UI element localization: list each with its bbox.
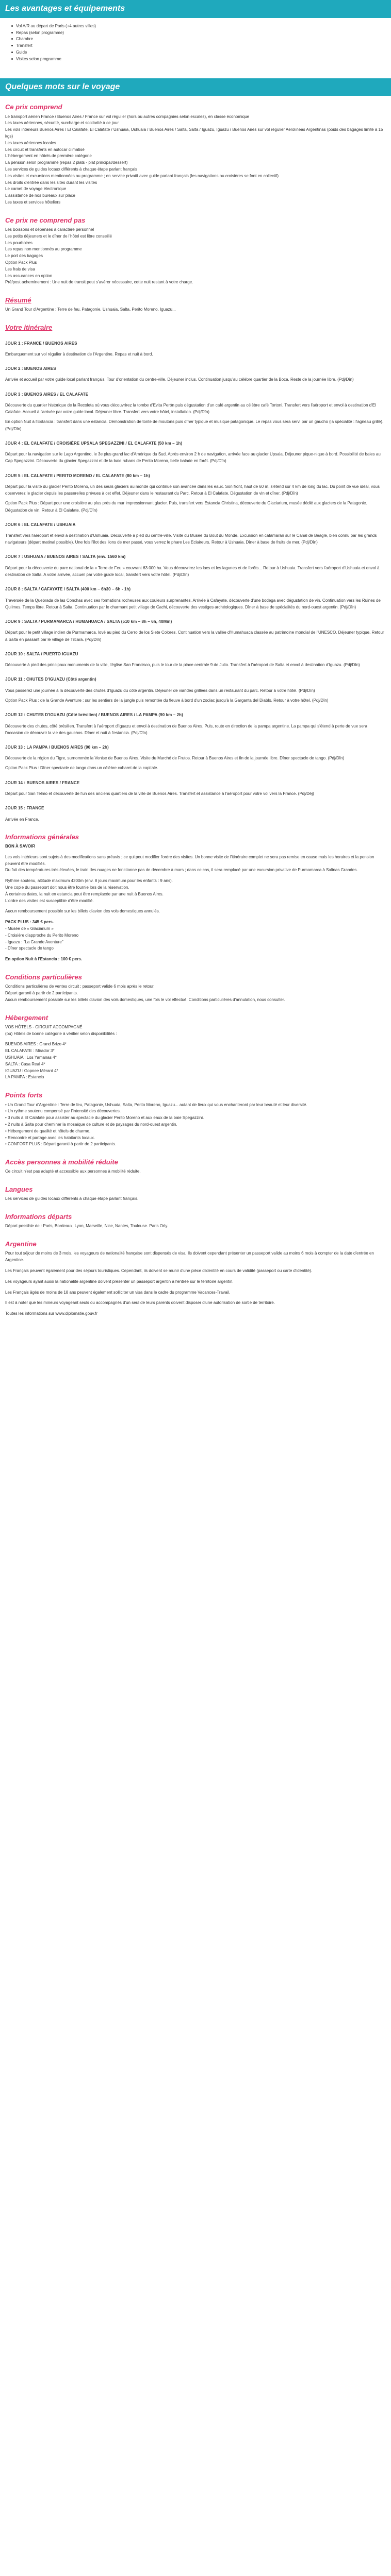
hotel-line: USHUAIA : Los Yamanas 4* bbox=[5, 1055, 57, 1060]
useful-info-line: BON À SAVOIR bbox=[5, 844, 36, 849]
useful-info-line: Du fait des températures très élevées, le train des nuages ne fonctionne pas de décembre à mars ; dans ce cas, il sera remplacé par une excursion privative de Purmamarca à Salinas Grandes. bbox=[5, 868, 358, 873]
itinerary-day bbox=[5, 522, 386, 546]
formalities-line: Il est à noter que les mineurs voyageant seuls ou accompagnés d'un seul de leurs parents doivent disposer d'une autorisation de sortie de territoire. bbox=[5, 1300, 275, 1306]
day-title: JOUR 6 : EL CALAFATE / USHUAIA bbox=[5, 522, 76, 527]
pack-plus-item: - Iguazu : "La Grande Aventure" bbox=[5, 939, 63, 944]
formalities-line: Les Français âgés de moins de 18 ans peuvent également solliciter un visa dans le cadre du programme Vacances-Travail. bbox=[5, 1290, 231, 1295]
price-includes-line: Le carnet de voyage électronique bbox=[5, 187, 67, 192]
conditions-title: Conditions particulières bbox=[5, 973, 82, 981]
included-item: Transfert bbox=[11, 43, 386, 49]
trip-header: Quelques mots sur le voyage bbox=[0, 78, 391, 96]
accommodation-list bbox=[5, 1024, 386, 1081]
departures-title: Informations départs bbox=[5, 1213, 72, 1221]
day-text: Départ pour le petit village indien de Purmamarca, lové au pied du Cerro de los Siete Colores. Continuation vers la vallée d'Humahuaca classée au patrimoine mondial de l'UNESCO. Déjeuner typique. Retour à Salta en passant par le village de Tilcara. (Pdj/Dîn) bbox=[5, 630, 384, 642]
useful-info-line: À certaines dates, la nuit en estancia peut être remplacée par une nuit à Buenos Aires. bbox=[5, 891, 164, 896]
included-item: Chambre bbox=[11, 36, 386, 43]
conditions-line: Aucun remboursement possible sur les billets d'avion des vols domestiques, une fois le vol effectué. Conditions particulières d'annulation, nous consulter. bbox=[5, 997, 285, 1002]
accommodation-title: Hébergement bbox=[5, 1013, 48, 1022]
hotel-line: EL CALAFATE : Mirador 3* bbox=[5, 1048, 55, 1054]
languages-title: Langues bbox=[5, 1185, 33, 1194]
day-title: JOUR 2 : BUENOS AIRES bbox=[5, 366, 56, 371]
day-text: Arrivée en France. bbox=[5, 817, 39, 822]
price-includes-line: L'assistance de nos bureaux sur place bbox=[5, 193, 75, 198]
day-text: Arrivée et accueil par votre guide local parlant français. Tour d'orientation du centre-ville. Déjeuner inclus. Continuation jusqu'au célèbre quartier de la Boca. Reste de la journée libre. (Pdj/Dîn) bbox=[5, 377, 354, 382]
day-text: Transfert vers l'aéroport et envol à destination d'Ushuaia. Découverte à pied du centre-ville. Visite du Musée du Bout du Monde. Excursion en catamaran sur le Canal de Beagle, bien connu par les grands navigateurs (départ matinal possible). Une fois l'îlot des lions de mer passé, vous verrez le phare Les Eclaireurs. Retour à Ushuaia. Dîner à base de fruits de mer. (Pdj/Dîn) bbox=[5, 533, 377, 545]
included-item: Vol A/R au départ de Paris (+4 autres villes) bbox=[11, 23, 386, 30]
day-text: Découverte de la région du Tigre, surnommée la Venise de Buenos Aires. Visite du Marché de Frutos. Retour à Buenos Aires et fin de la journée libre. Dîner spectacle de tango. (Pdj/Dîn) bbox=[5, 756, 345, 761]
highlight-line: • 2 nuits à Salta pour cheminer la mosaïque de culture et de paysages du nord-ouest argentin. bbox=[5, 1122, 177, 1127]
price-includes-line: Les taxes aériennes, sécurité, surcharge et solidarité à ce jour bbox=[5, 121, 119, 126]
day-title: JOUR 10 : SALTA / PUERTO IGUAZU bbox=[5, 651, 78, 656]
hotel-line: LA PAMPA : Estancia bbox=[5, 1075, 44, 1080]
price-includes-line: Les services de guides locaux différents à chaque étape parlant français bbox=[5, 167, 138, 172]
highlight-line: • Un rythme soutenu compensé par l'intensité des découvertes. bbox=[5, 1109, 121, 1114]
price-includes-line: Les visites et excursions mentionnées au programme ; en service privatif avec guide parlant français (les navigations ou croisières se font en collectif) bbox=[5, 173, 279, 178]
summary-title: Résumé bbox=[5, 296, 31, 304]
itinerary-day bbox=[5, 619, 386, 643]
price-excludes-title: Ce prix ne comprend pas bbox=[5, 216, 86, 224]
accommodation-intro: VOS HÔTELS - CIRCUIT ACCOMPAGNÉ bbox=[5, 1024, 83, 1029]
summary-text: Un Grand Tour d'Argentine : Terre de feu, Patagonie, Ushuaia, Salta, Perito Moreno, Iguazu... bbox=[5, 307, 176, 312]
conditions-list bbox=[5, 984, 386, 1003]
accommodation-note: (ou) Hôtels de bonne catégorie à vérifier selon disponibilités : bbox=[5, 1031, 117, 1036]
itinerary-day bbox=[5, 676, 386, 704]
itinerary-day bbox=[5, 341, 386, 358]
day-text: Option Pack Plus : Départ pour une croisière au plus près du mur impressionnant glacier. Puis, transfert vers Estancia Christina, découverte du Glaciarium, musée dédié aux glaciers de la Patagonie. Dégustation de vin. Retour à El Calafate. (Pdj/Dîn) bbox=[5, 501, 367, 513]
hotel-line: SALTA : Casa Real 4* bbox=[5, 1061, 45, 1066]
highlight-line: • Hébergement de qualité et hôtels de charme. bbox=[5, 1128, 91, 1133]
itinerary-day bbox=[5, 744, 386, 772]
price-excludes-line: Les petits déjeuners et le dîner de l'hôtel est libre conseillé bbox=[5, 233, 112, 239]
hotel-line: IGUAZU : Gopnee Mérard 4* bbox=[5, 1068, 58, 1073]
day-text: Départ pour la découverte du parc national de la « Terre de Feu » couvrant 63 000 ha. Vous découvrirez les lacs et les lagunes et de forêts... Retour à Ushuaia. Transfert vers l'aéroport d'Ushuaia et envol à destination de Salta. A votre arrivée, accueil par votre guide local, transfert vers votre hôtel. (Pdj/Dîn) bbox=[5, 565, 380, 578]
useful-info-list bbox=[5, 843, 386, 963]
day-text: Découverte à pied des principaux monuments de la ville, l'église San Francisco, puis le tour de la place centrale 9 de Julio. Transfert à l'aéroport de Salta et envol à destination d'Iguazu. (Pdj/Dîn) bbox=[5, 663, 360, 668]
price-excludes-line: Les pourboires bbox=[5, 240, 32, 245]
price-excludes-line: Pré/post acheminement : Une nuit de transit peut s'avérer nécessaire, cette nuit restant à votre charge. bbox=[5, 280, 193, 285]
pack-plus-item: - Dîner spectacle de tango bbox=[5, 946, 54, 951]
formalities-list bbox=[5, 1250, 386, 1317]
day-text: Traversée de la Quebrada de las Conchas avec ses formations rocheuses aux couleurs surprenantes. Arrivée à Cafayate, découverte d'une bodega avec dégustation de vin. Continuation vers les Ruines de Quilmes. Temps libre. Retour à Salta. Continuation par le charmant petit village de Cachi, découverte des vestiges archéologiques. Dîner à base de spécialités du nord-ouest argentin. (Pdj/Dîn) bbox=[5, 598, 381, 609]
hotel-line: BUENOS AIRES : Grand Brizo 4* bbox=[5, 1042, 67, 1047]
day-title: JOUR 8 : SALTA / CAFAYATE / SALTA (400 km – 6h30 – 6h - 1h) bbox=[5, 587, 131, 592]
formalities-line: Les Français peuvent également pour des séjours touristiques. Cependant, ils doivent se munir d'une pièce d'identité en cours de validité (passeport ou carte d'identité). bbox=[5, 1268, 313, 1274]
price-includes-title: Ce prix comprend bbox=[5, 103, 62, 111]
itinerary-day bbox=[5, 712, 386, 736]
highlight-line: • Un Grand Tour d'Argentine : Terre de feu, Patagonie, Ushuaia, Salta, Perito Moreno, Iguazu... autant de lieux qui vous enchanteront par leur beauté et leur diversité. bbox=[5, 1102, 307, 1107]
price-excludes-line: Option Pack Plus bbox=[5, 260, 37, 265]
pack-plus-item: - Musée de « Glaciarium » bbox=[5, 926, 54, 931]
itinerary-day bbox=[5, 780, 386, 798]
highlight-line: • 3 nuits à El Calafate pour assister au spectacle du glacier Perito Moreno et aux eaux de la baie Spegazzini. bbox=[5, 1115, 204, 1121]
day-title: JOUR 15 : FRANCE bbox=[5, 806, 44, 811]
highlight-line: • Rencontre et partage avec les habitants locaux. bbox=[5, 1135, 95, 1140]
day-text: Découverte du quartier historique de la Recoleta où vous découvrirez la tombe d'Evita Perón puis dégustation d'un café argentin au célèbre café Tortoni. Transfert vers l'aéroport et envol à destination d'El Calafate. Accueil à l'arrivée par votre guide local. Déjeuner libre. Transfert vers votre hôtel, installation. (Pdj/Dîn) bbox=[5, 403, 376, 415]
conditions-line: Départ garanti à partir de 2 participants. bbox=[5, 991, 78, 996]
languages-text: Les services de guides locaux différents à chaque étape parlant français. bbox=[5, 1196, 139, 1201]
price-includes-list bbox=[5, 114, 386, 206]
day-title: JOUR 11 : CHUTES D'IGUAZU (Côté argentin) bbox=[5, 677, 96, 682]
price-excludes-line: Les assurances en option bbox=[5, 273, 53, 278]
price-excludes-line: Le port des bagages bbox=[5, 253, 43, 259]
formalities-title: Argentine bbox=[5, 1240, 37, 1248]
included-item: Visites selon programme bbox=[11, 56, 386, 63]
highlights-list bbox=[5, 1102, 386, 1148]
itinerary-day bbox=[5, 651, 386, 669]
price-includes-line: Les taxes aériennes locales bbox=[5, 140, 56, 145]
pack-plus-item: - Croisière d'approche du Perito Moreno bbox=[5, 933, 79, 938]
day-title: JOUR 3 : BUENOS AIRES / EL CALAFATE bbox=[5, 392, 89, 397]
useful-info-line: Rythme soutenu, altitude maximum 4200m (env. 8 jours maximum pour les enfants : 9 ans). bbox=[5, 878, 173, 884]
day-title: JOUR 13 : LA PAMPA / BUENOS AIRES (90 km – 2h) bbox=[5, 744, 109, 750]
day-title: JOUR 1 : FRANCE / BUENOS AIRES bbox=[5, 341, 77, 346]
day-text: Départ pour San Telmo et découverte de l'un des anciens quartiers de la ville de Buenos Aires. Transfert et assistance à l'aéroport pour votre vol vers la France. (Pdj/Déj) bbox=[5, 791, 314, 796]
itinerary-day bbox=[5, 805, 386, 823]
departures-text: Départ possible de : Paris, Bordeaux, Lyon, Marseille, Nice, Nantes, Toulouse. Paris Orly. bbox=[5, 1224, 168, 1229]
itinerary-day bbox=[5, 586, 386, 611]
useful-info-line: L'ordre des visites est susceptible d'être modifié. bbox=[5, 898, 94, 903]
itinerary-day bbox=[5, 440, 386, 465]
day-text: Option Pack Plus : de la Grande Aventure : sur les sentiers de la jungle puis remontée du fleuve à bord d'un zodiac jusqu'à la Garganta del Diablo. Retour à votre hôtel. (Pdj/Dîn) bbox=[5, 698, 329, 703]
price-includes-line: Les taxes et services hôteliers bbox=[5, 199, 61, 205]
price-includes-line: Les droits d'entrée dans les sites durant les visites bbox=[5, 180, 97, 185]
day-text: Départ pour la visite du glacier Perito Moreno, un des seuls glaciers au monde qui continue son avancée dans les eaux. Son front, haut de 60 m, s'étend sur 4 km de long du lac. Du point de vue idéal, vous observerez le glacier depuis les passerelles prévues à cet effet. Déjeuner dans le restaurant du Parc. Retour à El Calafate. Dégustation de vin et dîner. (Pdj/Dîn) bbox=[5, 484, 380, 496]
day-text: Découverte des chutes, côté brésilien. Transfert à l'aéroport d'Iguazu et envol à destination de Buenos Aires. Puis, route en direction de la pampa argentine. La pampa qui s'étend à perte de vue sera l'occasion de découvrir la vie des gauchos. Dîner et nuit à l'estancia. (Pdj/Dîn) bbox=[5, 723, 367, 735]
included-header: Les avantages et équipements bbox=[0, 0, 391, 18]
formalities-line: Pour tout séjour de moins de 3 mois, les voyageurs de nationalité française sont dispensés de visa. Ils doivent cependant présenter un passeport valide au moins 6 mois à compter de la date d'entrée en Argentine. bbox=[5, 1251, 374, 1263]
day-title: JOUR 7 : USHUAIA / BUENOS AIRES / SALTA (env. 1560 km) bbox=[5, 554, 126, 560]
day-title: JOUR 4 : EL CALAFATE / CROISIÈRE UPSALA SPEGAZZINI / EL CALAFATE (50 km – 1h) bbox=[5, 440, 183, 446]
formalities-line: Les voyageurs ayant aussi la nationalité argentine doivent présenter un passeport argentin à l'entrée sur le territoire argentin. bbox=[5, 1279, 234, 1284]
useful-info-title: Informations générales bbox=[5, 833, 79, 841]
day-title: JOUR 14 : BUENOS AIRES / FRANCE bbox=[5, 780, 80, 785]
price-excludes-list bbox=[5, 227, 386, 286]
itinerary-day bbox=[5, 473, 386, 514]
trip-content bbox=[0, 98, 391, 1317]
day-text: Départ pour la navigation sur le Lago Argentino, le 3e plus grand lac d'Amérique du Sud. Après environ 2 h de navigation, arrivée face au glacier Upsala. Déjeuner pique-nique à bord. Possibilité de baies au Cap Spegazzini. Découverte du glacier Spegazzini et de la baie rubans de Perito Moreno, belle balade en forêt. (Pdj/Dîn) bbox=[5, 452, 381, 464]
accessibility-title: Accès personnes à mobilité réduite bbox=[5, 1158, 118, 1166]
itinerary-title: Votre itinéraire bbox=[5, 324, 53, 332]
useful-info-line: Aucun remboursement possible sur les billets d'avion des vols domestiques annulés. bbox=[5, 909, 160, 914]
price-includes-line: Le transport aérien France / Buenos Aires / France sur vol régulier (hors ou autres compagnies selon escales), en classe économique bbox=[5, 114, 250, 119]
price-excludes-line: Les boissons et dépenses à caractère personnel bbox=[5, 227, 94, 232]
day-text: En option Nuit à l'Estancia : transfert dans une estancia. Démonstration de tonte de moutons puis dîner typique et musique patagonique. Le repas vous sera servi par un gaucho (la spécialité : l'agneau grillé). (Pdj/Dîn) bbox=[5, 419, 384, 431]
day-title: JOUR 5 : EL CALAFATE / PERITO MORENO / EL CALAFATE (80 km – 1h) bbox=[5, 473, 150, 478]
day-text: Embarquement sur vol régulier à destination de l'Argentine. Repas et nuit à bord. bbox=[5, 351, 153, 357]
day-title: JOUR 12 : CHUTES D'IGUAZU (Côté brésilien) / BUENOS AIRES / LA PAMPA (90 km – 2h) bbox=[5, 713, 183, 718]
useful-info-line: Les vols intérieurs sont sujets à des modifications sans préavis ; ce qui peut modifier l'ordre des visites. Un bonne visite de l'itinéraire complet ne sera pas remise en cause mais les horaires et la pension peuvent être modifiés. bbox=[5, 854, 374, 866]
day-text: Vous passerez une journée à la découverte des chutes d'Iguazu du côté argentin. Déjeuner de viandes grillées dans un restaurant du parc. Retour à votre hôtel. (Pdj/Dîn) bbox=[5, 688, 315, 693]
price-excludes-line: Les repas non mentionnés au programme bbox=[5, 247, 82, 252]
pack-plus-label: PACK PLUS : 345 € pers. bbox=[5, 920, 54, 925]
price-includes-line: La pension selon programme (repas 2 plats - plat principal/dessert) bbox=[5, 160, 128, 165]
included-item: Repas (selon programme) bbox=[11, 30, 386, 37]
formalities-line: Toutes les informations sur www.diplomatie.gouv.fr bbox=[5, 1311, 98, 1316]
highlight-line: • CONFORT PLUS : Départ garanti à partir de 2 participants. bbox=[5, 1142, 117, 1147]
included-item: Guide bbox=[11, 49, 386, 56]
estancia-option: En option Nuit à l'Estancia : 100 € pers. bbox=[5, 957, 83, 962]
price-includes-line: Les circuit et transferts en autocar climatisé bbox=[5, 147, 85, 152]
accessibility-text: Ce circuit n'est pas adapté et accessible aux personnes à mobilité réduite. bbox=[5, 1169, 141, 1174]
itinerary-day bbox=[5, 366, 386, 383]
included-list bbox=[0, 20, 391, 78]
useful-info-line: Une copie du passeport doit nous être fournie lors de la réservation. bbox=[5, 885, 129, 890]
highlights-title: Points forts bbox=[5, 1091, 43, 1099]
conditions-line: Conditions particulières de ventes circuit : passeport valide 6 mois après le retour. bbox=[5, 984, 155, 989]
itinerary-day bbox=[5, 554, 386, 578]
price-includes-line: Les vols intérieurs Buenos Aires / El Calafate, El Calafate / Ushuaia, Ushuaia / Buenos Aires / Salta, Salta / Iguazu, Iguazu / Buenos Aires sur vol régulier Aerolineas Argentinas (poids des bagages limité à 15 kgs) bbox=[5, 127, 383, 139]
price-includes-line: L'hébergement en hôtels de première catégorie bbox=[5, 154, 92, 159]
itinerary-day bbox=[5, 392, 386, 432]
day-title: JOUR 9 : SALTA / PURMAMARCA / HUMAHUACA / SALTA (510 km – 8h – 6h, 40Min) bbox=[5, 619, 172, 624]
day-text: Option Pack Plus : Dîner spectacle de tango dans un célèbre cabaret de la capitale. bbox=[5, 766, 158, 771]
price-excludes-line: Les frais de visa bbox=[5, 266, 35, 272]
